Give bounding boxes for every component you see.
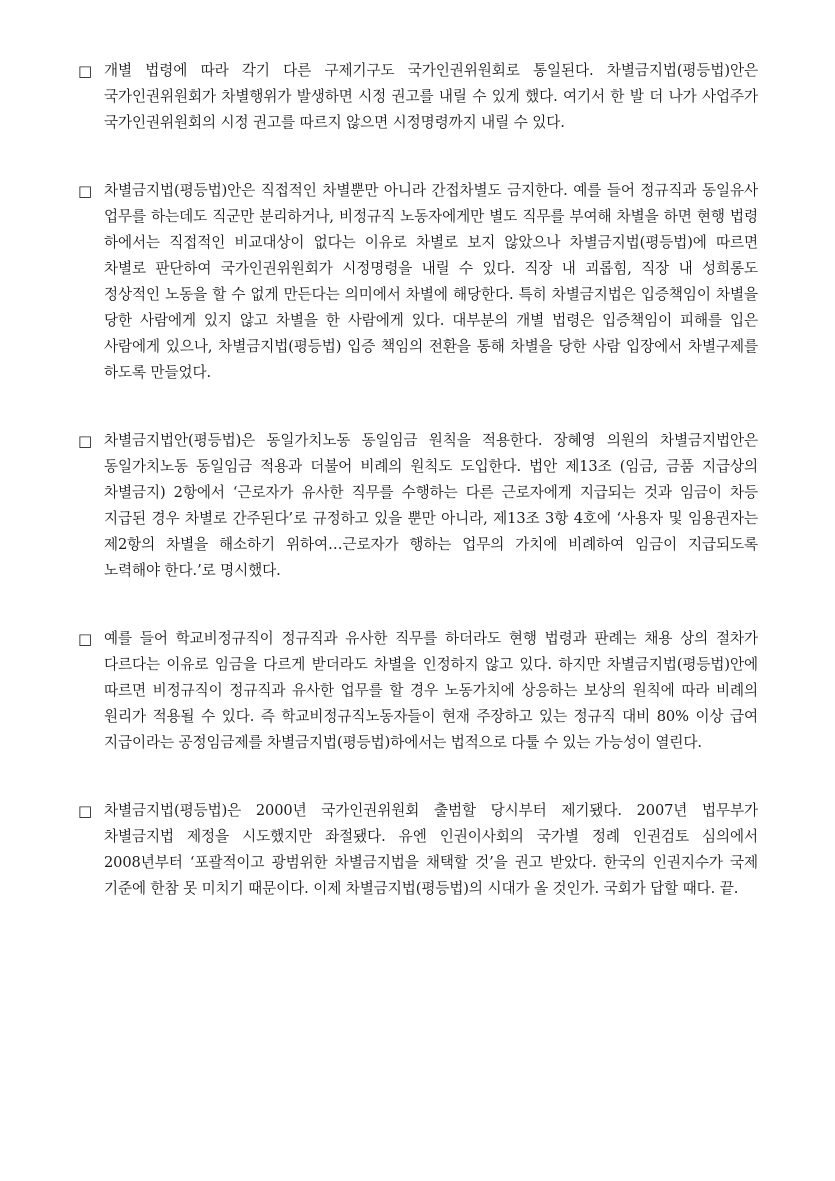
checkbox-bullet-icon: □ <box>78 802 93 820</box>
checkbox-bullet-icon: □ <box>78 182 93 200</box>
document-body <box>78 58 758 944</box>
paragraph-text: 차별금지법안(평등법)은 동일가치노동 동일임금 원칙을 적용한다. 장혜영 의원의 차별금지법안은 동일가치노동 동일임금 적용과 더불어 비례의 원칙도 도입한다. 법안 제13조 (임금, 금품 지급상의 차별금지) 2항에서 ‘근로자가 유사한 직무를 수행하는 다른 근로자에게 지급되는 것과 임금이 차등 지급된 경우 차별로 간주된다’로 규정하고 있을 뿐만 아니라, 제13조 3항 4호에 ‘사용자 및 임용권자는 제2항의 차별을 해소하기 위하여…근로자가 행하는 업무의 가치에 비례하여 임금이 지급되도록 노력해야 한다.’로 명시했다. <box>104 432 758 579</box>
paragraph-text: 개별 법령에 따라 각기 다른 구제기구도 국가인권위원회로 통일된다. 차별금지법(평등법)안은 국가인권위원회가 차별행위가 발생하면 시정 권고를 내릴 수 있게 했다. 여기서 한 발 더 나가 사업주가 국가인권위원회의 시정 권고를 따르지 않으면 시정명령까지 내릴 수 있다. <box>104 62 758 131</box>
paragraph-4 <box>78 626 758 756</box>
paragraph-2 <box>78 178 758 386</box>
checkbox-bullet-icon: □ <box>78 62 93 80</box>
paragraph-text: 차별금지법(평등법)안은 직접적인 차별뿐만 아니라 간접차별도 금지한다. 예를 들어 정규직과 동일유사 업무를 하는데도 직군만 분리하거나, 비정규직 노동자에게만 별도 직무를 부여해 차별을 하면 현행 법령 하에서는 직접적인 비교대상이 없다는 이유로 차별로 보지 않았으나 차별금지법(평등법)에 따르면 차별로 판단하여 국가인권위원회가 시정명령을 내릴 수 있다. 직장 내 괴롭힘, 직장 내 성희롱도 정상적인 노동을 할 수 없게 만든다는 의미에서 차별에 해당한다. 특히 차별금지법은 입증책임이 차별을 당한 사람에게 있지 않고 차별을 한 사람에게 있다. 대부분의 개별 법령은 입증책임이 피해를 입은 사람에게 있으나, 차별금지법(평등법) 입증 책임의 전환을 통해 차별을 당한 사람 입장에서 차별구제를 하도록 만들었다. <box>104 182 758 381</box>
checkbox-bullet-icon: □ <box>78 432 93 450</box>
paragraph-3 <box>78 428 758 584</box>
paragraph-1 <box>78 58 758 136</box>
checkbox-bullet-icon: □ <box>78 630 93 648</box>
paragraph-text: 예를 들어 학교비정규직이 정규직과 유사한 직무를 하더라도 현행 법령과 판례는 채용 상의 절차가 다르다는 이유로 임금을 다르게 받더라도 차별을 인정하지 않고 있다. 하지만 차별금지법(평등법)안에 따르면 비정규직이 정규직과 유사한 업무를 할 경우 노동가치에 상응하는 보상의 원칙에 따라 비례의 원리가 적용될 수 있다. 즉 학교비정규직노동자들이 현재 주장하고 있는 정규직 대비 80% 이상 급여 지급이라는 공정임금제를 차별금지법(평등법)하에서는 법적으로 다툴 수 있는 가능성이 열린다. <box>104 630 758 751</box>
paragraph-text: 차별금지법(평등법)은 2000년 국가인권위원회 출범할 당시부터 제기됐다. 2007년 법무부가 차별금지법 제정을 시도했지만 좌절됐다. 유엔 인권이사회의 국가별 정례 인권검토 심의에서 2008년부터 ‘포괄적이고 광범위한 차별금지법을 채택할 것’을 권고 받았다. 한국의 인권지수가 국제 기준에 한참 못 미치기 때문이다. 이제 차별금지법(평등법)의 시대가 올 것인가. 국회가 답할 때다. 끝. <box>104 802 758 897</box>
paragraph-5 <box>78 798 758 902</box>
